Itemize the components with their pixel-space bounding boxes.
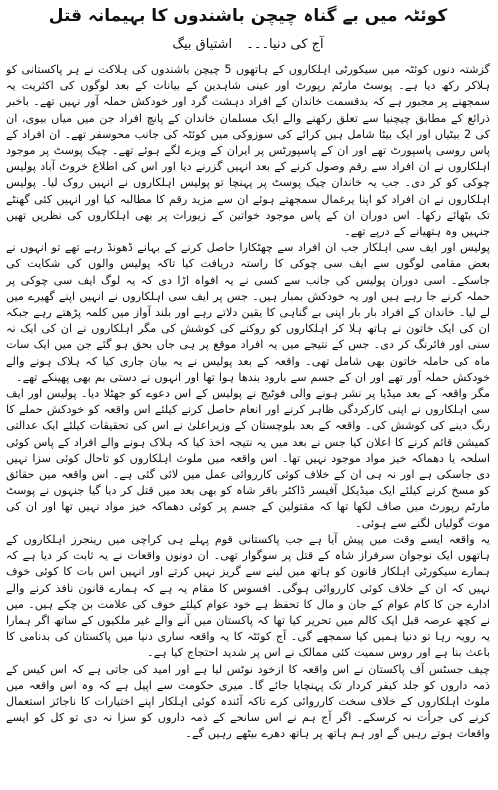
article-headline: کوئٹہ میں بے گناہ چیچن باشندوں کا بہیمانہ قتل xyxy=(48,6,448,26)
article-paragraph: پولیس اور ایف سی اہلکار جب ان افراد سے چھٹکارا حاصل کرنے کے بہانے ڈھونڈ رہے تھے تو انہوں نے بعض مقامی لوگوں سے ایف سی چوکی کا راستہ دریافت کیا تاکہ پولیس والوں کی شکایت کی جاسکے۔ اسی دوران پولیس کی جانب سے کسی نے یہ افواہ اڑا دی کہ یہ لوگ ایف سی چوکی پر حملہ کرنے جا رہے ہیں اور یہ خودکش بمبار ہیں۔ جس پر ایف سی اہلکاروں نے انہیں اپنے گھیرے میں لے لیا۔ خاندان کے افراد بار بار اپنی بے گناہی کا یقین دلاتے رہے اور بلند آواز میں کلمہ پڑھتے رہے جبکہ ان کی ایک خاتون نے ہاتھ ہلا کر اہلکاروں کو روکنے کی کوشش کی مگر اہلکاروں نے ان کی ایک نہ سنی اور فائرنگ کر دی۔ جس کے نتیجے میں یہ افراد موقع پر ہی جاں بحق ہو گئے جن میں ایک سات ماہ کی حاملہ خاتون بھی شامل تھی۔ واقعہ کے بعد پولیس نے یہ بیان جاری کیا کہ ہلاک ہونے والے خودکش حملہ آور تھے اور ان کے جسم سے بارود بندھا ہوا تھا اور انہوں نے دستی بم بھی پھینکے تھے۔ xyxy=(6,241,490,384)
article-paragraph: مگر واقعہ کے بعد میڈیا پر نشر ہونے والی فوٹیج نے پولیس کے اس دعوے کو جھٹلا دیا۔ پولیس اور ایف سی اہلکاروں نے اپنی کارکردگی ظاہر کرنے اور انعام حاصل کرنے کیلئے اس واقعہ کو خودکش حملے کا رنگ دینے کی کوشش کی۔ واقعہ کے بعد بلوچستان کے وزیراعلیٰ نے اس کی تحقیقات کیلئے ایک عدالتی کمیشن قائم کرنے کا اعلان کیا جس نے بعد میں یہ نتیجہ اخذ کیا کہ ہلاک ہونے والے افراد کے پاس کوئی اسلحہ یا دھماکہ خیز مواد موجود نہیں تھا۔ اس واقعہ میں ملوث اہلکاروں کو تاحال کوئی سزا نہیں دی جاسکی ہے اور نہ ہی ان کے خلاف کوئی کارروائی عمل میں لائی گئی ہے۔ اس واقعہ میں حقائق کو مسخ کرنے کیلئے ایک میڈیکل آفیسر ڈاکٹر باقر شاہ کو بھی بعد میں قتل کر دیا گیا جنہوں نے پوسٹ مارٹم رپورٹ میں صاف لکھا تھا کہ مقتولین کے جسم پر کوئی دھماکہ خیز مواد نہیں تھا اور ان کی موت گولیاں لگنے سے ہوئی۔ xyxy=(6,387,490,530)
article-paragraph: گزشتہ دنوں کوئٹہ میں سیکورٹی اہلکاروں کے ہاتھوں 5 چیچن باشندوں کی ہلاکت نے ہر پاکستانی کو ہلاکر رکھ دیا ہے۔ پوسٹ مارٹم رپورٹ اور عینی شاہدین کے بیانات کے بعد لوگوں کی اکثریت یہ سمجھنے پر مجبور ہے کہ بدقسمت خاندان کے افراد دہشت گرد اور خودکش حملہ آور نہیں تھے۔ باخبر ذرائع کے مطابق چیچنیا سے تعلق رکھنے والے ایک مسلمان خاندان کے پانچ افراد جن میں میاں بیوی، ان کی 2 بیٹیاں اور ایک بیٹا شامل ہیں کرائے کی سوزوکی میں کوئٹہ کی جانب محوسفر تھے۔ ان افراد کے پاس روسی پاسپورٹ تھے اور ان کے پاسپورٹس پر ایران کے ویزے لگے ہوئے تھے۔ چیک پوسٹ پر موجود اہلکاروں نے ان افراد سے رقم وصول کرنے کے بعد انہیں گزرنے دیا اور اس کی اطلاع خروٹ آباد پولیس چوکی کو کر دی۔ جب یہ خاندان چیک پوسٹ پر پہنچا تو پولیس اہلکاروں نے انہیں روک لیا۔ پولیس اہلکاروں نے ان افراد کو اپنا یرغمال سمجھتے ہوئے ان سے مزید رقم کا مطالبہ کیا اور انہیں کئی گھنٹے تک بٹھائے رکھا۔ اس دوران ان کے پاس موجود خواتین کے زیورات پر بھی اہلکاروں کی نظریں تھیں جنہیں وہ ہتھیانے کے درپے تھے۔ xyxy=(6,63,490,239)
article-paragraph: یہ واقعہ ایسے وقت میں پیش آیا ہے جب پاکستانی قوم پہلے ہی کراچی میں رینجرز اہلکاروں کے ہاتھوں ایک نوجوان سرفراز شاہ کے قتل پر سوگوار تھی۔ ان دونوں واقعات نے یہ ثابت کر دیا ہے کہ ہمارے سیکورٹی اہلکار قانون کو ہاتھ میں لینے سے گریز نہیں کرتے اور انہیں اس بات کا کوئی خوف نہیں کہ ان کے خلاف کوئی کارروائی ہوگی۔ افسوس کا مقام یہ ہے کہ ہمارے قانون نافذ کرنے والے ادارے جن کا کام عوام کے جان و مال کا تحفظ ہے خود عوام کیلئے خوف کی علامت بن چکے ہیں۔ میں نے کچھ عرصہ قبل ایک کالم میں تحریر کیا تھا کہ پاکستان میں آنے والے غیر ملکیوں کے ساتھ اگر ہمارا یہ رویہ رہا تو دنیا ہمیں کیا سمجھے گی۔ آج کوئٹہ کا یہ واقعہ ساری دنیا میں پاکستان کی بدنامی کا باعث بنا ہے اور روس سمیت کئی ممالک نے اس پر شدید احتجاج کیا ہے۔ xyxy=(6,532,490,660)
article-body xyxy=(6,62,490,788)
column-name: آج کی دنیا۔۔۔ xyxy=(246,37,324,52)
article-paragraph: چیف جسٹس آف پاکستان نے اس واقعہ کا ازخود نوٹس لیا ہے اور امید کی جاتی ہے کہ اس کیس کے ذمہ داروں کو جلد کیفر کردار تک پہنچایا جائے گا۔ میری حکومت سے اپیل ہے کہ وہ اس واقعہ میں ملوث اہلکاروں کے خلاف سخت کارروائی کرے تاکہ آئندہ کوئی اہلکار اپنے اختیارات کا ناجائز استعمال کرنے کی جرأت نہ کرسکے۔ اگر آج ہم نے اس سانحے کے ذمہ داروں کو سزا نہ دی تو کل کو ایسے واقعات ہوتے رہیں گے اور ہم ہاتھ پر ہاتھ دھرے بیٹھے رہیں گے۔ xyxy=(6,662,490,741)
byline xyxy=(6,36,490,56)
author-name: اشتیاق بیگ xyxy=(172,37,233,52)
